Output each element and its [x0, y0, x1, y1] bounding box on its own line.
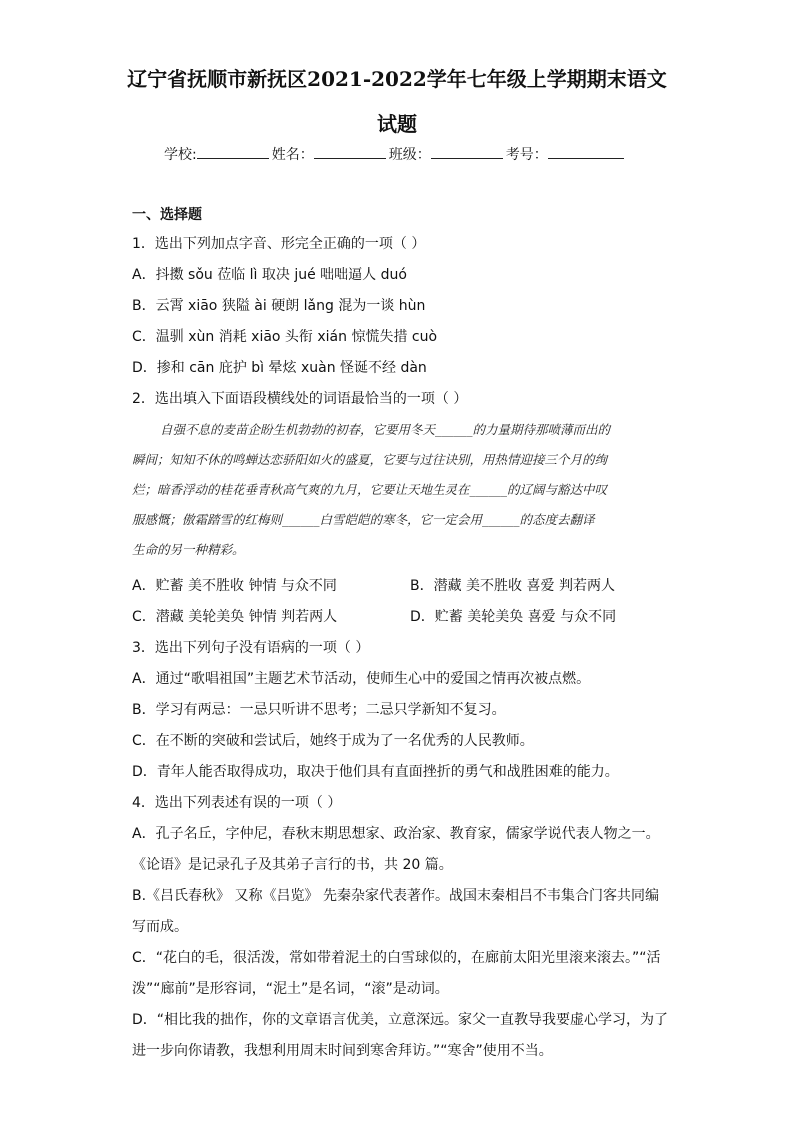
question-4-line: C．“花白的毛，很活泼，常如带着泥土的白雪球似的，在廊前太阳光里滚来滚去。”“活	[132, 950, 661, 966]
question-4-line: 进一步向你请教，我想利用周末时间到寒舍拜访。”“寒舍”使用不当。	[132, 1043, 553, 1059]
passage-line: 自强不息的麦苗企盼生机勃勃的初春，它要用冬天______的力量期待那喷薄而出的	[160, 422, 611, 437]
question-3-option-d: D．青年人能否取得成功，取决于他们具有直面挫折的勇气和战胜困难的能力。	[132, 764, 619, 780]
question-4-line: 写而成。	[132, 919, 188, 935]
passage-line: 服感慨；傲霜踏雪的红梅则______白雪皑皑的寒冬，它一定会用______的态度去翻译	[132, 512, 595, 527]
passage-line: 生命的另一种精彩。	[132, 542, 245, 557]
question-3-stem: 3．选出下列句子没有语病的一项（ ）	[132, 640, 370, 656]
exam-no-blank	[548, 144, 624, 159]
question-4-line: 《论语》是记录孔子及其弟子言行的书，共 20 篇。	[132, 857, 453, 873]
exam-title-line1: 辽宁省抚顺市新抚区2021-2022学年七年级上学期期末语文	[127, 67, 667, 91]
question-3-option-b: B．学习有两忌：一忌只听讲不思考；二忌只学新知不复习。	[132, 702, 506, 718]
student-info-row	[164, 144, 644, 164]
name-blank	[314, 144, 386, 159]
exam-no-label: 考号：	[505, 147, 548, 163]
question-1-option-d: D．掺和 cān 庇护 bì 晕炫 xuàn 怪诞不经 dàn	[132, 360, 427, 376]
passage-line: 瞬间；知知不休的鸣蝉达恋骄阳如火的盛夏，它要与过往诀别，用热情迎接三个月的绚	[132, 452, 608, 467]
question-3-option-a: A．通过“歌唱祖国”主题艺术节活动，使师生心中的爱国之情再次被点燃。	[132, 671, 591, 687]
question-4-stem: 4．选出下列表述有误的一项（ ）	[132, 795, 342, 811]
school-label: 学校:	[164, 147, 197, 163]
class-label: 班级：	[388, 147, 431, 163]
question-1-option-b: B．云霄 xiāo 狭隘 ài 硬朗 lǎng 混为一谈 hùn	[132, 298, 426, 314]
question-1-option-a: A．抖擞 sǒu 莅临 lì 取决 jué 咄咄逼人 duó	[132, 267, 407, 283]
question-3-option-c: C．在不断的突破和尝试后，她终于成为了一名优秀的人民教师。	[132, 733, 534, 749]
question-4-line: 泼”“廊前”是形容词，“泥土”是名词，“滚”是动词。	[132, 981, 449, 997]
question-2-stem: 2．选出填入下面语段横线处的词语最恰当的一项（ ）	[132, 391, 468, 407]
question-2-option-d: D．贮蓄 美轮美奂 喜爱 与众不同	[410, 609, 617, 625]
question-4-line: A．孔子名丘，字仲尼，春秋末期思想家、政治家、教育家，儒家学说代表人物之一。	[132, 826, 660, 842]
question-1-stem: 1．选出下列加点字音、形完全正确的一项（ ）	[132, 236, 426, 252]
question-2-option-b: B．潜藏 美不胜收 喜爱 判若两人	[410, 578, 615, 594]
question-1-option-c: C．温驯 xùn 消耗 xiāo 头衔 xián 惊慌失措 cuò	[132, 329, 438, 345]
exam-title-line2: 试题	[377, 112, 417, 136]
class-blank	[431, 144, 503, 159]
question-2-option-c: C．潜藏 美轮美奂 钟情 判若两人	[132, 609, 338, 625]
name-label: 姓名：	[271, 147, 314, 163]
question-2-option-a: A．贮蓄 美不胜收 钟情 与众不同	[132, 578, 337, 594]
school-blank	[197, 144, 269, 159]
section-heading: 一、选择题	[132, 207, 202, 223]
question-2-passage	[132, 420, 662, 560]
passage-line: 烂；暗香浮动的桂花垂青秋高气爽的九月，它要让天地生灵在______的辽阔与豁达中叹	[132, 482, 608, 497]
question-4-line: B.《吕氏春秋》 又称《吕览》 先秦杂家代表著作。战国末秦相吕不韦集合门客共同编	[132, 888, 659, 904]
question-4-line: D．“相比我的拙作，你的文章语言优美，立意深远。家父一直教导我要虚心学习，为了	[132, 1012, 669, 1028]
